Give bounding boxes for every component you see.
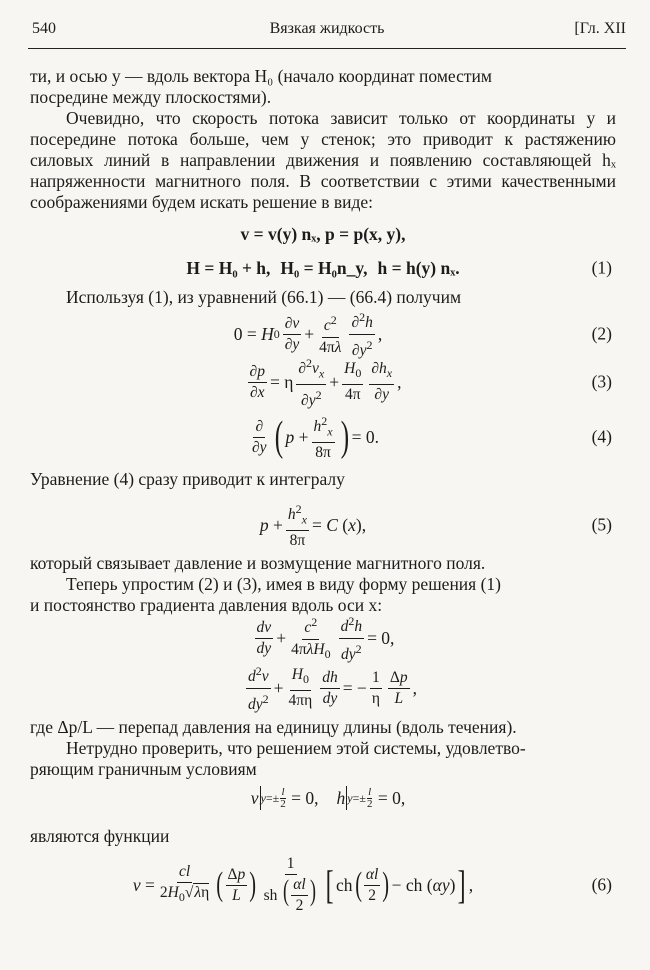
equation-number-6: (6) [591,874,612,895]
paragraph-4: Уравнение (4) сразу приводит к интегралу [30,469,345,489]
equation-6: v = $\frac{cl}{2H_0√\lambda\eta}$ ( $\frac{\Delta p}{L}$ ) 1 sh ( $\frac{\alpha l}{2}$ ) [ ch ( $\frac{\alpha l}{2}$ ) − ch ( αy ) ] , (6) [132,854,612,915]
equation-number-4: (4) [591,426,612,447]
chapter-label: [Гл. XII [574,20,626,37]
equation-number-2: (2) [591,323,612,344]
paragraph-8-line-1: Нетрудно проверить, что решением этой системы, удовлетво- [66,738,526,758]
page-header [28,20,626,44]
boundary-conditions: v y =± $\frac{l}{2}$ = 0, h y =± $\frac{l}{2}$ = 0, [250,785,406,810]
equation-number-3: (3) [591,371,612,392]
paragraph-5: который связывает давление и возмущение магнитного поля. [30,553,486,573]
equation-4: $\frac{\partial}{\partial y}$ ( p + $\frac{h^2_x}{8\pi}$ ) = 0. (4) [252,414,612,461]
equation-number-1: (1) [591,257,612,278]
equation-3: $\frac{\partial p}{\partial x}$ = η $\frac{\partial^2v_x}{\partial y^2}$ + $\frac{H_0}{4\pi}$ $\frac{\partial h_x}{\partial y}$ , (3) [249,356,612,409]
running-title: Вязкая жидкость [269,20,385,37]
paragraph-6-line-1: Теперь упростим (2) и (3), имея в виду форму решения (1) [66,574,502,594]
paragraph-1-line-1: ти, и осью y — вдоль вектора H₀ (начало координат поместим [30,66,492,86]
paragraph-3: Используя (1), из уравнений (66.1) — (66.4) получим [66,287,462,307]
equation-1a: v = v(y) nₓ, p = p(x, y), [240,223,406,244]
equation-7a: $\frac{dv}{dy}$ + $\frac{c^2}{4\pi\lambda H_0}$ $\frac{d^2h}{dy^2}$ = 0, [256,614,395,663]
equation-2: 0 = H 0 $\frac{\partial v}{\partial y}$ + $\frac{c^2}{4\pi\lambda}$ $\frac{\partial^2h}{\partial y^2}$ , (2) [233,310,612,359]
equation-number-5: (5) [591,514,612,535]
equation-7b: $\frac{d^2v}{dy^2}$ + $\frac{H_0}{4\pi\eta}$ $\frac{dh}{dy}$ = − $\frac{1}{\eta}$ $\frac{\Delta p}{L}$ , [247,664,418,713]
header-rule [28,48,626,49]
paragraph-2: Очевидно, что скорость потока зависит только от координаты y и посередине потока больше, чем у стенок; это приводит к растяжению силовых линий в направлении движения и появлению составляющей hₓ напряженности магнитного поля. В соответствии с этими качественными соображениями будем искать решение в виде: [30,108,616,212]
paragraph-8-line-2: ряющим граничным условиям [30,759,257,779]
paragraph-6-line-2: и постоянство градиента давления вдоль оси x: [30,595,383,615]
page-number: 540 [32,20,56,37]
paragraph-1-line-2: посредине между плоскостями). [30,87,272,107]
equation-1b: H = H₀ + h, H₀ = H₀n_y, h = h(y) nₓ. (1) [186,257,612,278]
paragraph-7: где Δp/L — перепад давления на единицу длины (вдоль течения). [30,717,517,737]
paragraph-9: являются функции [30,826,170,846]
equation-5: p + $\frac{h^2_x}{8\pi}$ = C ( x ), (5) [259,502,612,549]
